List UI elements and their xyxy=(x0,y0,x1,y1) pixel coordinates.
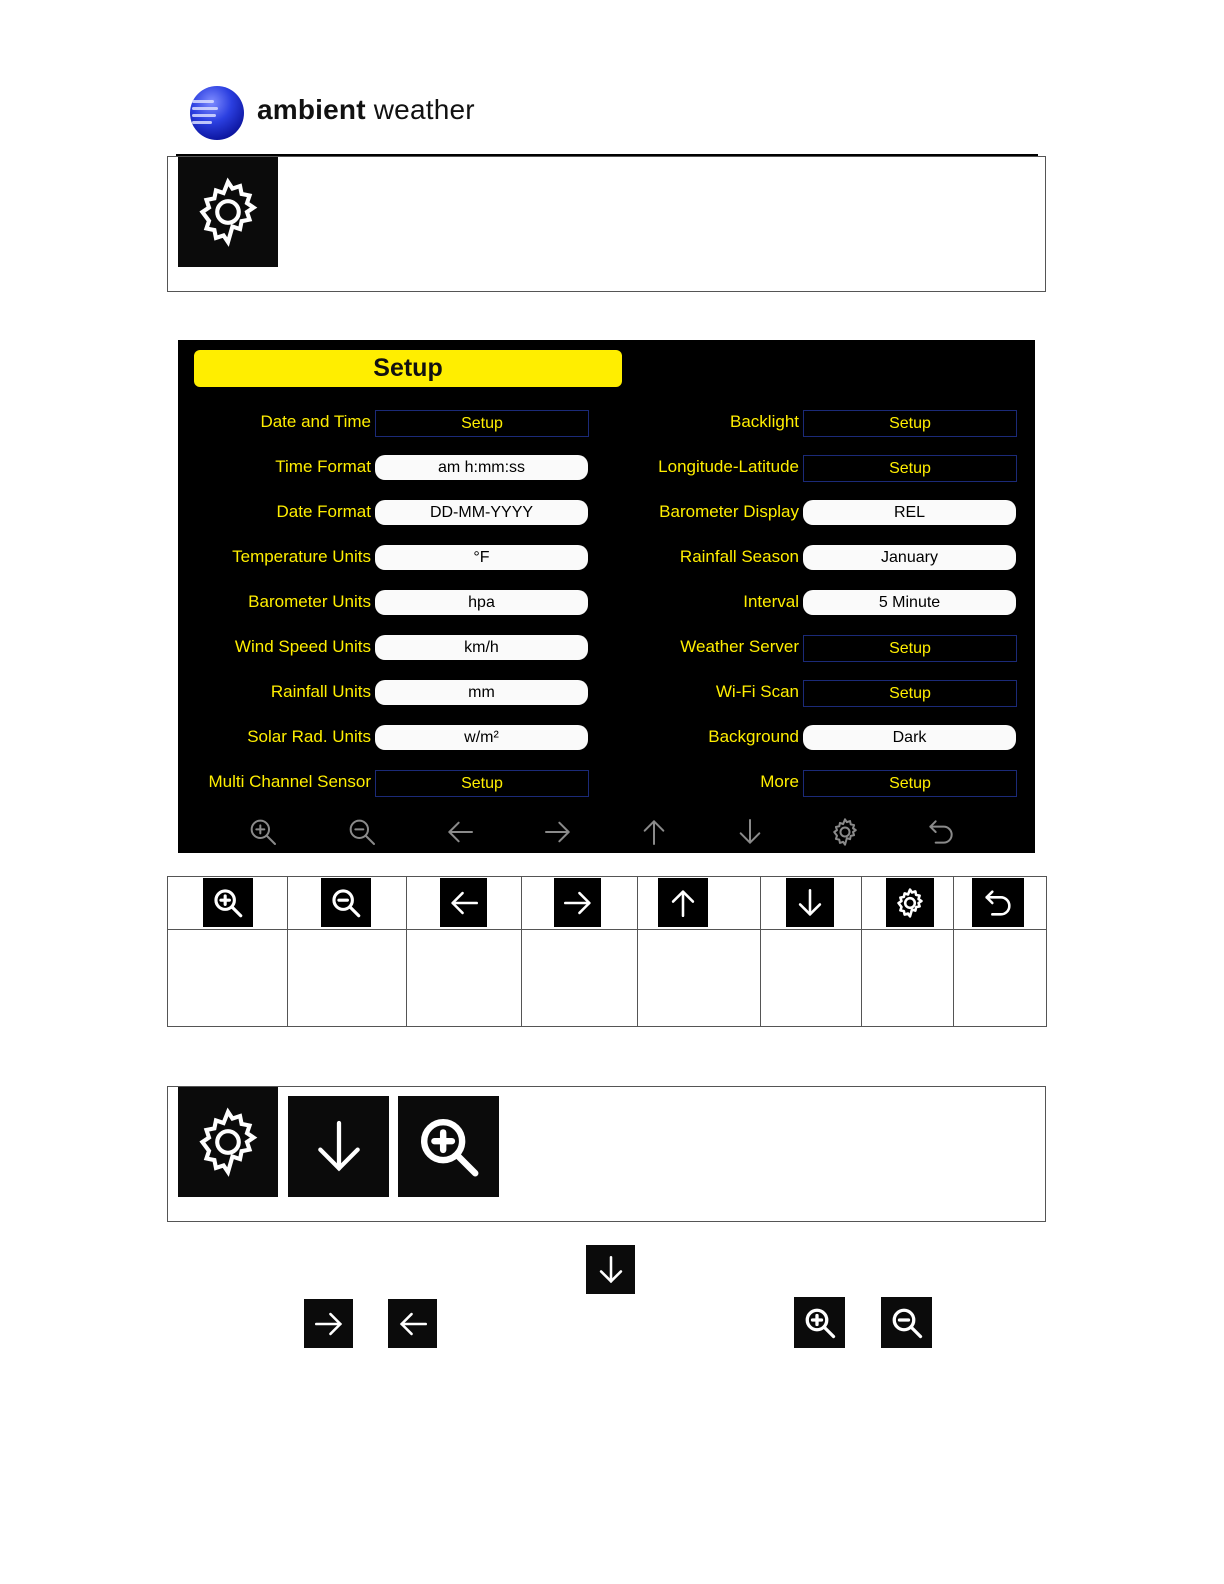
arrow-down-icon xyxy=(786,878,834,927)
ambient-weather-logo xyxy=(190,86,490,144)
right-option-field[interactable]: Dark xyxy=(803,725,1016,750)
left-row-label: Time Format xyxy=(275,457,371,476)
legend-column-divider xyxy=(953,877,954,1026)
left-row-label: Wind Speed Units xyxy=(234,637,371,656)
zoom-in-tile-small xyxy=(794,1297,845,1348)
right-option-field[interactable]: REL xyxy=(803,500,1016,525)
gear-tile xyxy=(178,157,278,267)
gear-tile xyxy=(178,1087,278,1197)
legend-column-divider xyxy=(861,877,862,1026)
left-setup-button[interactable]: Setup xyxy=(375,770,589,797)
arrow-right-icon xyxy=(312,1307,346,1341)
left-row-label: Date Format xyxy=(276,502,371,521)
right-option-field[interactable]: January xyxy=(803,545,1016,570)
legend-column-divider xyxy=(521,877,522,1026)
left-option-field[interactable]: °F xyxy=(375,545,588,570)
legend-column-divider xyxy=(637,877,638,1026)
arrow-down-tile xyxy=(288,1096,389,1197)
right-option-field[interactable]: 5 Minute xyxy=(803,590,1016,615)
right-row-label: Interval xyxy=(743,592,799,611)
arrow-down-icon xyxy=(307,1115,371,1179)
right-setup-button[interactable]: Setup xyxy=(803,770,1017,797)
left-row-label: Multi Channel Sensor xyxy=(208,772,371,791)
gear-icon xyxy=(190,174,266,250)
right-row-label: Rainfall Season xyxy=(679,547,799,566)
right-setup-button[interactable]: Setup xyxy=(803,680,1017,707)
right-row-label: Weather Server xyxy=(680,637,799,656)
left-row-label: Temperature Units xyxy=(232,547,371,566)
zoom-in-icon xyxy=(414,1112,484,1182)
note-box-shortcut xyxy=(167,1086,1046,1222)
left-row-label: Barometer Units xyxy=(248,592,371,611)
zoom-out-icon xyxy=(889,1305,925,1341)
zoom-out-tile-small xyxy=(881,1297,932,1348)
left-option-field[interactable]: DD-MM-YYYY xyxy=(375,500,588,525)
arrow-down-tile-small xyxy=(586,1245,635,1294)
left-setup-button[interactable]: Setup xyxy=(375,410,589,437)
right-setup-button[interactable]: Setup xyxy=(803,410,1017,437)
zoom-in-icon xyxy=(203,878,253,927)
right-row-label: More xyxy=(760,772,799,791)
left-option-field[interactable]: w/m² xyxy=(375,725,588,750)
left-option-field[interactable]: mm xyxy=(375,680,588,705)
right-setup-button[interactable]: Setup xyxy=(803,635,1017,662)
arrow-left-icon xyxy=(440,878,487,927)
zoom-in-icon xyxy=(802,1305,838,1341)
note-box-gear xyxy=(167,156,1046,292)
zoom-out-icon xyxy=(321,878,371,927)
right-row-label: Backlight xyxy=(730,412,799,431)
arrow-left-icon[interactable] xyxy=(444,816,476,848)
left-option-field[interactable]: hpa xyxy=(375,590,588,615)
right-row-label: Background xyxy=(708,727,799,746)
gear-icon xyxy=(886,878,934,927)
legend-row-divider xyxy=(168,929,1046,930)
screen-title: Setup xyxy=(194,350,622,387)
zoom-in-tile xyxy=(398,1096,499,1197)
right-row-label: Wi-Fi Scan xyxy=(715,682,799,701)
undo-icon[interactable] xyxy=(925,816,957,848)
right-row-label: Longitude-Latitude xyxy=(658,457,799,476)
left-option-field[interactable]: km/h xyxy=(375,635,588,660)
right-row-label: Barometer Display xyxy=(659,502,799,521)
left-row-label: Date and Time xyxy=(260,412,371,431)
left-row-label: Solar Rad. Units xyxy=(247,727,371,746)
arrow-left-tile-small xyxy=(388,1299,437,1348)
zoom-in-icon[interactable] xyxy=(247,816,279,848)
setup-screen xyxy=(178,340,1035,853)
arrow-down-icon xyxy=(594,1253,628,1287)
arrow-right-tile-small xyxy=(304,1299,353,1348)
arrow-right-icon[interactable] xyxy=(542,816,574,848)
arrow-up-icon[interactable] xyxy=(638,816,670,848)
left-option-field[interactable]: am h:mm:ss xyxy=(375,455,588,480)
brand-name: ambient weather xyxy=(257,94,475,125)
right-setup-button[interactable]: Setup xyxy=(803,455,1017,482)
arrow-up-icon xyxy=(658,878,708,927)
left-row-label: Rainfall Units xyxy=(270,682,371,701)
globe-icon xyxy=(190,86,244,140)
legend-column-divider xyxy=(760,877,761,1026)
arrow-down-icon[interactable] xyxy=(734,816,766,848)
legend-column-divider xyxy=(406,877,407,1026)
arrow-left-icon xyxy=(396,1307,430,1341)
gear-icon[interactable] xyxy=(829,816,861,848)
zoom-out-icon[interactable] xyxy=(346,816,378,848)
arrow-right-icon xyxy=(554,878,601,927)
legend-column-divider xyxy=(287,877,288,1026)
gear-icon xyxy=(190,1104,266,1180)
icon-legend-table xyxy=(167,876,1047,1027)
undo-icon xyxy=(972,878,1024,927)
